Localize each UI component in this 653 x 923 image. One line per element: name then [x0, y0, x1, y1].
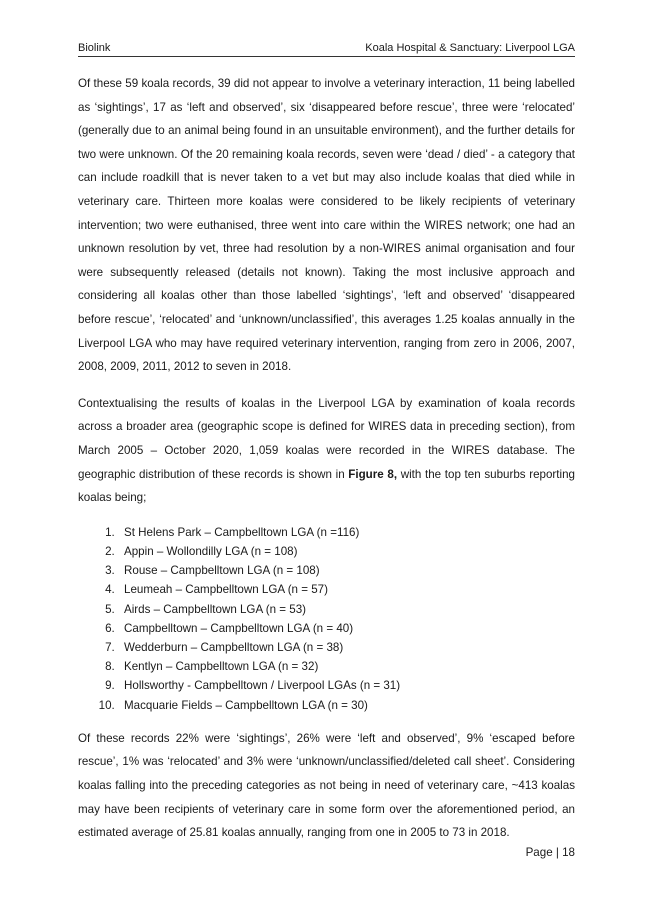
list-item: 8. Kentlyn – Campbelltown LGA (n = 32) — [118, 657, 575, 676]
page-number: Page | 18 — [525, 846, 575, 859]
page-content — [78, 72, 575, 858]
paragraph-2 — [78, 392, 575, 510]
header-right: Koala Hospital & Sanctuary: Liverpool LGA — [365, 42, 575, 54]
list-item: 4. Leumeah – Campbelltown LGA (n = 57) — [118, 580, 575, 599]
list-item: 9. Hollsworthy - Campbelltown / Liverpool LGAs (n = 31) — [118, 676, 575, 695]
suburb-list — [78, 523, 575, 715]
paragraph-3: Of these records 22% were ‘sightings’, 26% were ‘left and observed’, 9% ‘escaped before rescue’, 1% was ‘relocated’ and 3% were ‘unknown/unclassified/deleted call sheet’. Considering koalas falling into the preceding categories as not being in need of veterinary care, ~413 koalas may have been recipients of veterinary care in some form over the aforementioned period, an estimated average of 25.81 koalas annually, ranging from one in 2005 to 73 in 2018. — [78, 731, 575, 840]
paragraph-2-text: Contextualising the results of koalas in the Liverpool LGA by examination of koala records across a broader area (geographic scope is defined for WIRES data in preceding section), from March 2005 – October 2020, 1,059 koalas were recorded in the WIRES database. The geographic distribution of these records is shown in — [78, 396, 575, 481]
list-item: 7. Wedderburn – Campbelltown LGA (n = 38) — [118, 638, 575, 657]
list-item: 6. Campbelltown – Campbelltown LGA (n = 40) — [118, 619, 575, 638]
list-item: 10. Macquarie Fields – Campbelltown LGA (n = 30) — [118, 696, 575, 715]
page-header — [78, 40, 575, 57]
list-item: 2. Appin – Wollondilly LGA (n = 108) — [118, 542, 575, 561]
list-item: 1. St Helens Park – Campbelltown LGA (n =116) — [118, 523, 575, 542]
list-item: 3. Rouse – Campbelltown LGA (n = 108) — [118, 561, 575, 580]
figure-reference: Figure 8, — [348, 467, 398, 481]
header-left: Biolink — [78, 42, 111, 54]
list-item: 5. Airds – Campbelltown LGA (n = 53) — [118, 600, 575, 619]
paragraph-1: Of these 59 koala records, 39 did not appear to involve a veterinary interaction, 11 being labelled as ‘sightings’, 17 as ‘left and observed’, six ‘disappeared before rescue’, three were ‘relocated’ (generally due to an animal being found in an unsuitable environment), and the further details for two were unknown. Of the 20 remaining koala records, seven were ‘dead / died’ - a category that can include roadkill that is never taken to a vet but may also include koalas that died while in veterinary care. Thirteen more koalas were considered to be likely recipients of veterinary intervention; two were euthanised, three went into care within the WIRES network; one had an unknown resolution by vet, three had resolution by a non-WIRES animal organisation and four were subsequently released (details not known). Taking the most inclusive approach and considering all koalas other than those labelled ‘sightings’, ‘left and observed’ ‘disappeared before rescue’, ‘relocated’ and ‘unknown/unclassified’, this averages 1.25 koalas annually in the Liverpool LGA who may have required veterinary intervention, ranging from zero in 2006, 2007, 2008, 2009, 2011, 2012 to seven in 2018. — [78, 77, 575, 374]
paragraph-2-tail: with the top ten suburbs reporting koalas being; — [78, 467, 575, 505]
